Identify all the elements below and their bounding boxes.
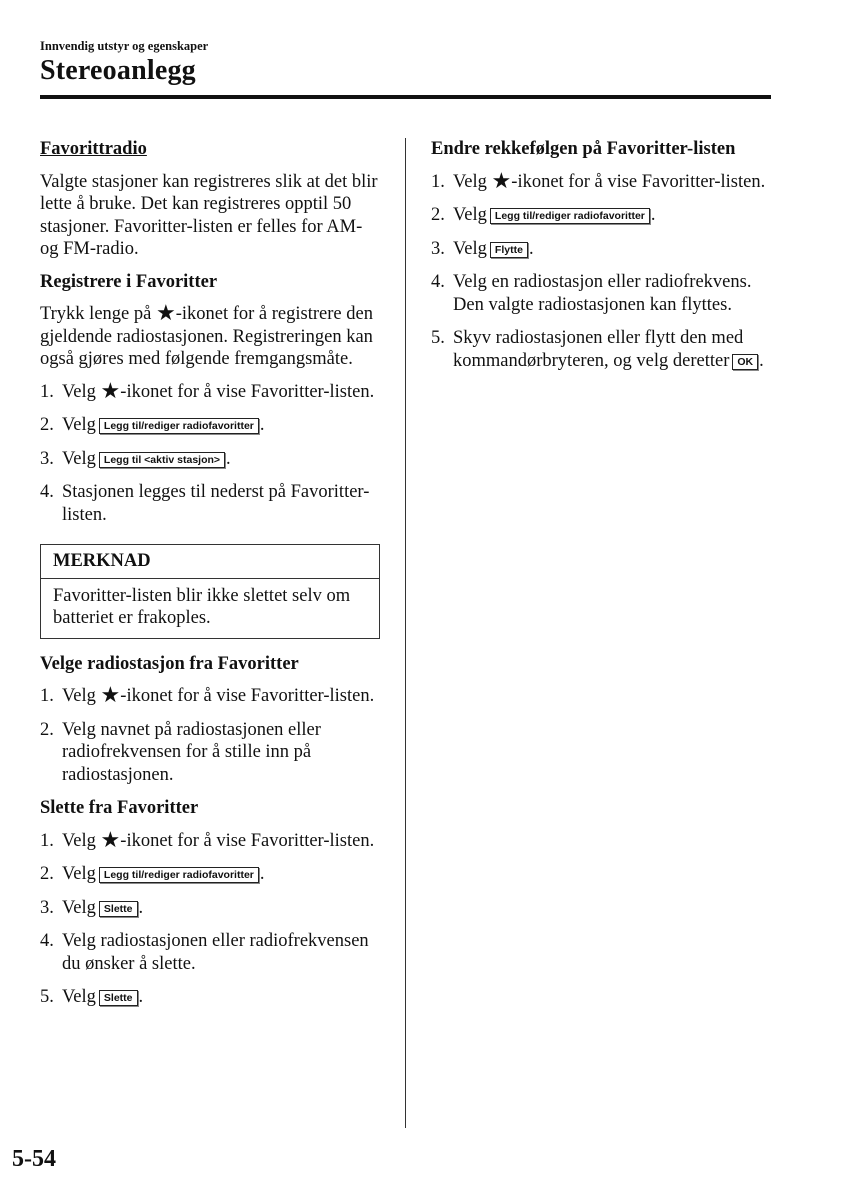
delete-heading: Slette fra Favoritter bbox=[40, 798, 199, 818]
step-text: Stasjonen legges til nederst på Favoritter-listen. bbox=[62, 482, 370, 525]
move-button: Flytte bbox=[490, 242, 528, 258]
add-edit-favorites-button: Legg til/rediger radiofavoritter bbox=[490, 208, 650, 224]
delete-button: Slette bbox=[99, 901, 138, 917]
list-item bbox=[431, 167, 771, 194]
note-box bbox=[40, 544, 380, 639]
step-text: . bbox=[259, 864, 265, 884]
star-icon: ★ bbox=[100, 826, 121, 852]
step-number: 2. bbox=[40, 415, 54, 435]
list-item bbox=[40, 930, 380, 975]
step-number: 2. bbox=[40, 719, 54, 740]
step-text: . bbox=[138, 897, 144, 918]
add-edit-favorites-button: Legg til/rediger radiofavoritter bbox=[99, 418, 259, 434]
step-number: 3. bbox=[40, 448, 54, 469]
list-item bbox=[40, 414, 380, 437]
favorite-radio-heading: Favorittradio bbox=[40, 139, 147, 159]
step-text: -ikonet for å vise Favoritter-listen. bbox=[120, 381, 375, 402]
list-item bbox=[40, 863, 380, 886]
register-intro-pre: Trykk lenge på bbox=[40, 304, 156, 324]
star-icon: ★ bbox=[100, 682, 121, 707]
note-label: MERKNAD bbox=[41, 545, 379, 579]
step-text: . bbox=[138, 987, 144, 1007]
step-number: 2. bbox=[431, 205, 445, 225]
list-item bbox=[431, 271, 771, 316]
step-number: 4. bbox=[40, 931, 54, 951]
star-icon: ★ bbox=[491, 167, 512, 193]
step-number: 3. bbox=[40, 897, 54, 918]
note-text: Favoritter-listen blir ikke slettet selv om batteriet er frakoples. bbox=[53, 585, 351, 628]
select-steps bbox=[40, 682, 380, 786]
column-divider bbox=[405, 138, 406, 1128]
register-steps bbox=[40, 377, 380, 527]
step-number: 2. bbox=[40, 864, 54, 884]
star-icon: ★ bbox=[155, 300, 176, 325]
list-item bbox=[40, 481, 380, 526]
step-number: 1. bbox=[40, 381, 54, 402]
step-number: 5. bbox=[431, 328, 445, 348]
step-text: -ikonet for å vise Favoritter-listen. bbox=[511, 171, 766, 192]
step-text: -ikonet for å vise Favoritter-listen. bbox=[120, 686, 375, 706]
left-column bbox=[40, 138, 380, 1020]
page-title: Stereoanlegg bbox=[40, 55, 196, 86]
step-text: . bbox=[226, 448, 231, 469]
list-item bbox=[40, 448, 380, 471]
step-text: Velg bbox=[453, 205, 487, 225]
step-number: 3. bbox=[431, 238, 445, 259]
step-text: . bbox=[528, 238, 534, 259]
list-item bbox=[431, 238, 771, 261]
step-number: 4. bbox=[40, 482, 54, 502]
reorder-steps bbox=[431, 167, 771, 373]
add-edit-favorites-button: Legg til/rediger radiofavoritter bbox=[99, 867, 259, 883]
step-text: Velg bbox=[62, 381, 101, 402]
list-item bbox=[40, 986, 380, 1009]
favorite-radio-intro: Valgte stasjoner kan registreres slik at det blir lette å bruke. Det kan registreres opptil 50 stasjoner. Favoritter-listen er felles for AM- og FM-radio. bbox=[40, 171, 378, 259]
list-item bbox=[40, 682, 380, 708]
step-text: . bbox=[759, 350, 764, 371]
step-text: Velg bbox=[453, 171, 492, 192]
step-text: Velg bbox=[62, 686, 101, 706]
step-text: Velg bbox=[62, 830, 101, 851]
step-text: Velg en radiostasjon eller radiofrekvens. Den valgte radiostasjonen kan flyttes. bbox=[453, 272, 752, 315]
step-text: Skyv radiostasjonen eller flytt den med kommandørbryteren, og velg deretter bbox=[453, 328, 744, 371]
step-text: Velg bbox=[453, 238, 487, 259]
reorder-heading: Endre rekkefølgen på Favoritter-listen bbox=[431, 139, 736, 159]
step-text: Velg radiostasjonen eller radiofrekvensen du ønsker å slette. bbox=[62, 931, 369, 974]
section-label: Innvendig utstyr og egenskaper bbox=[40, 39, 209, 53]
register-intro bbox=[40, 300, 380, 371]
step-text: Velg bbox=[62, 864, 96, 884]
step-number: 1. bbox=[40, 686, 54, 706]
step-number: 4. bbox=[431, 272, 445, 292]
star-icon: ★ bbox=[100, 377, 121, 403]
step-text: Velg bbox=[62, 897, 96, 918]
page-number: 5-54 bbox=[12, 1146, 56, 1172]
step-text: Velg bbox=[62, 448, 96, 469]
delete-steps bbox=[40, 826, 380, 1009]
step-text: . bbox=[650, 205, 656, 225]
delete-button: Slette bbox=[99, 990, 138, 1006]
register-intro-post: -ikonet for å registrere den gjeldende radiostasjonen. Registreringen kan også gjøres med følgende fremgangsmåte. bbox=[40, 304, 373, 369]
header-rule bbox=[40, 95, 771, 99]
step-text: -ikonet for å vise Favoritter-listen. bbox=[120, 830, 375, 851]
list-item bbox=[40, 377, 380, 404]
step-number: 1. bbox=[40, 830, 54, 851]
add-active-station-button: Legg til <aktiv stasjon> bbox=[99, 452, 225, 468]
step-text: Velg bbox=[62, 415, 96, 435]
list-item bbox=[431, 327, 771, 372]
step-text: Velg navnet på radiostasjonen eller radiofrekvensen for å stille inn på radiostasjonen. bbox=[62, 719, 321, 785]
step-number: 1. bbox=[431, 171, 445, 192]
ok-button: OK bbox=[732, 354, 758, 370]
right-column bbox=[431, 138, 771, 383]
register-heading: Registrere i Favoritter bbox=[40, 271, 218, 292]
list-item bbox=[40, 897, 380, 920]
step-text: Velg bbox=[62, 987, 96, 1007]
list-item bbox=[40, 826, 380, 853]
list-item bbox=[431, 204, 771, 227]
step-number: 5. bbox=[40, 987, 54, 1007]
list-item bbox=[40, 719, 380, 787]
step-text: . bbox=[259, 415, 265, 435]
select-heading: Velge radiostasjon fra Favoritter bbox=[40, 653, 299, 674]
